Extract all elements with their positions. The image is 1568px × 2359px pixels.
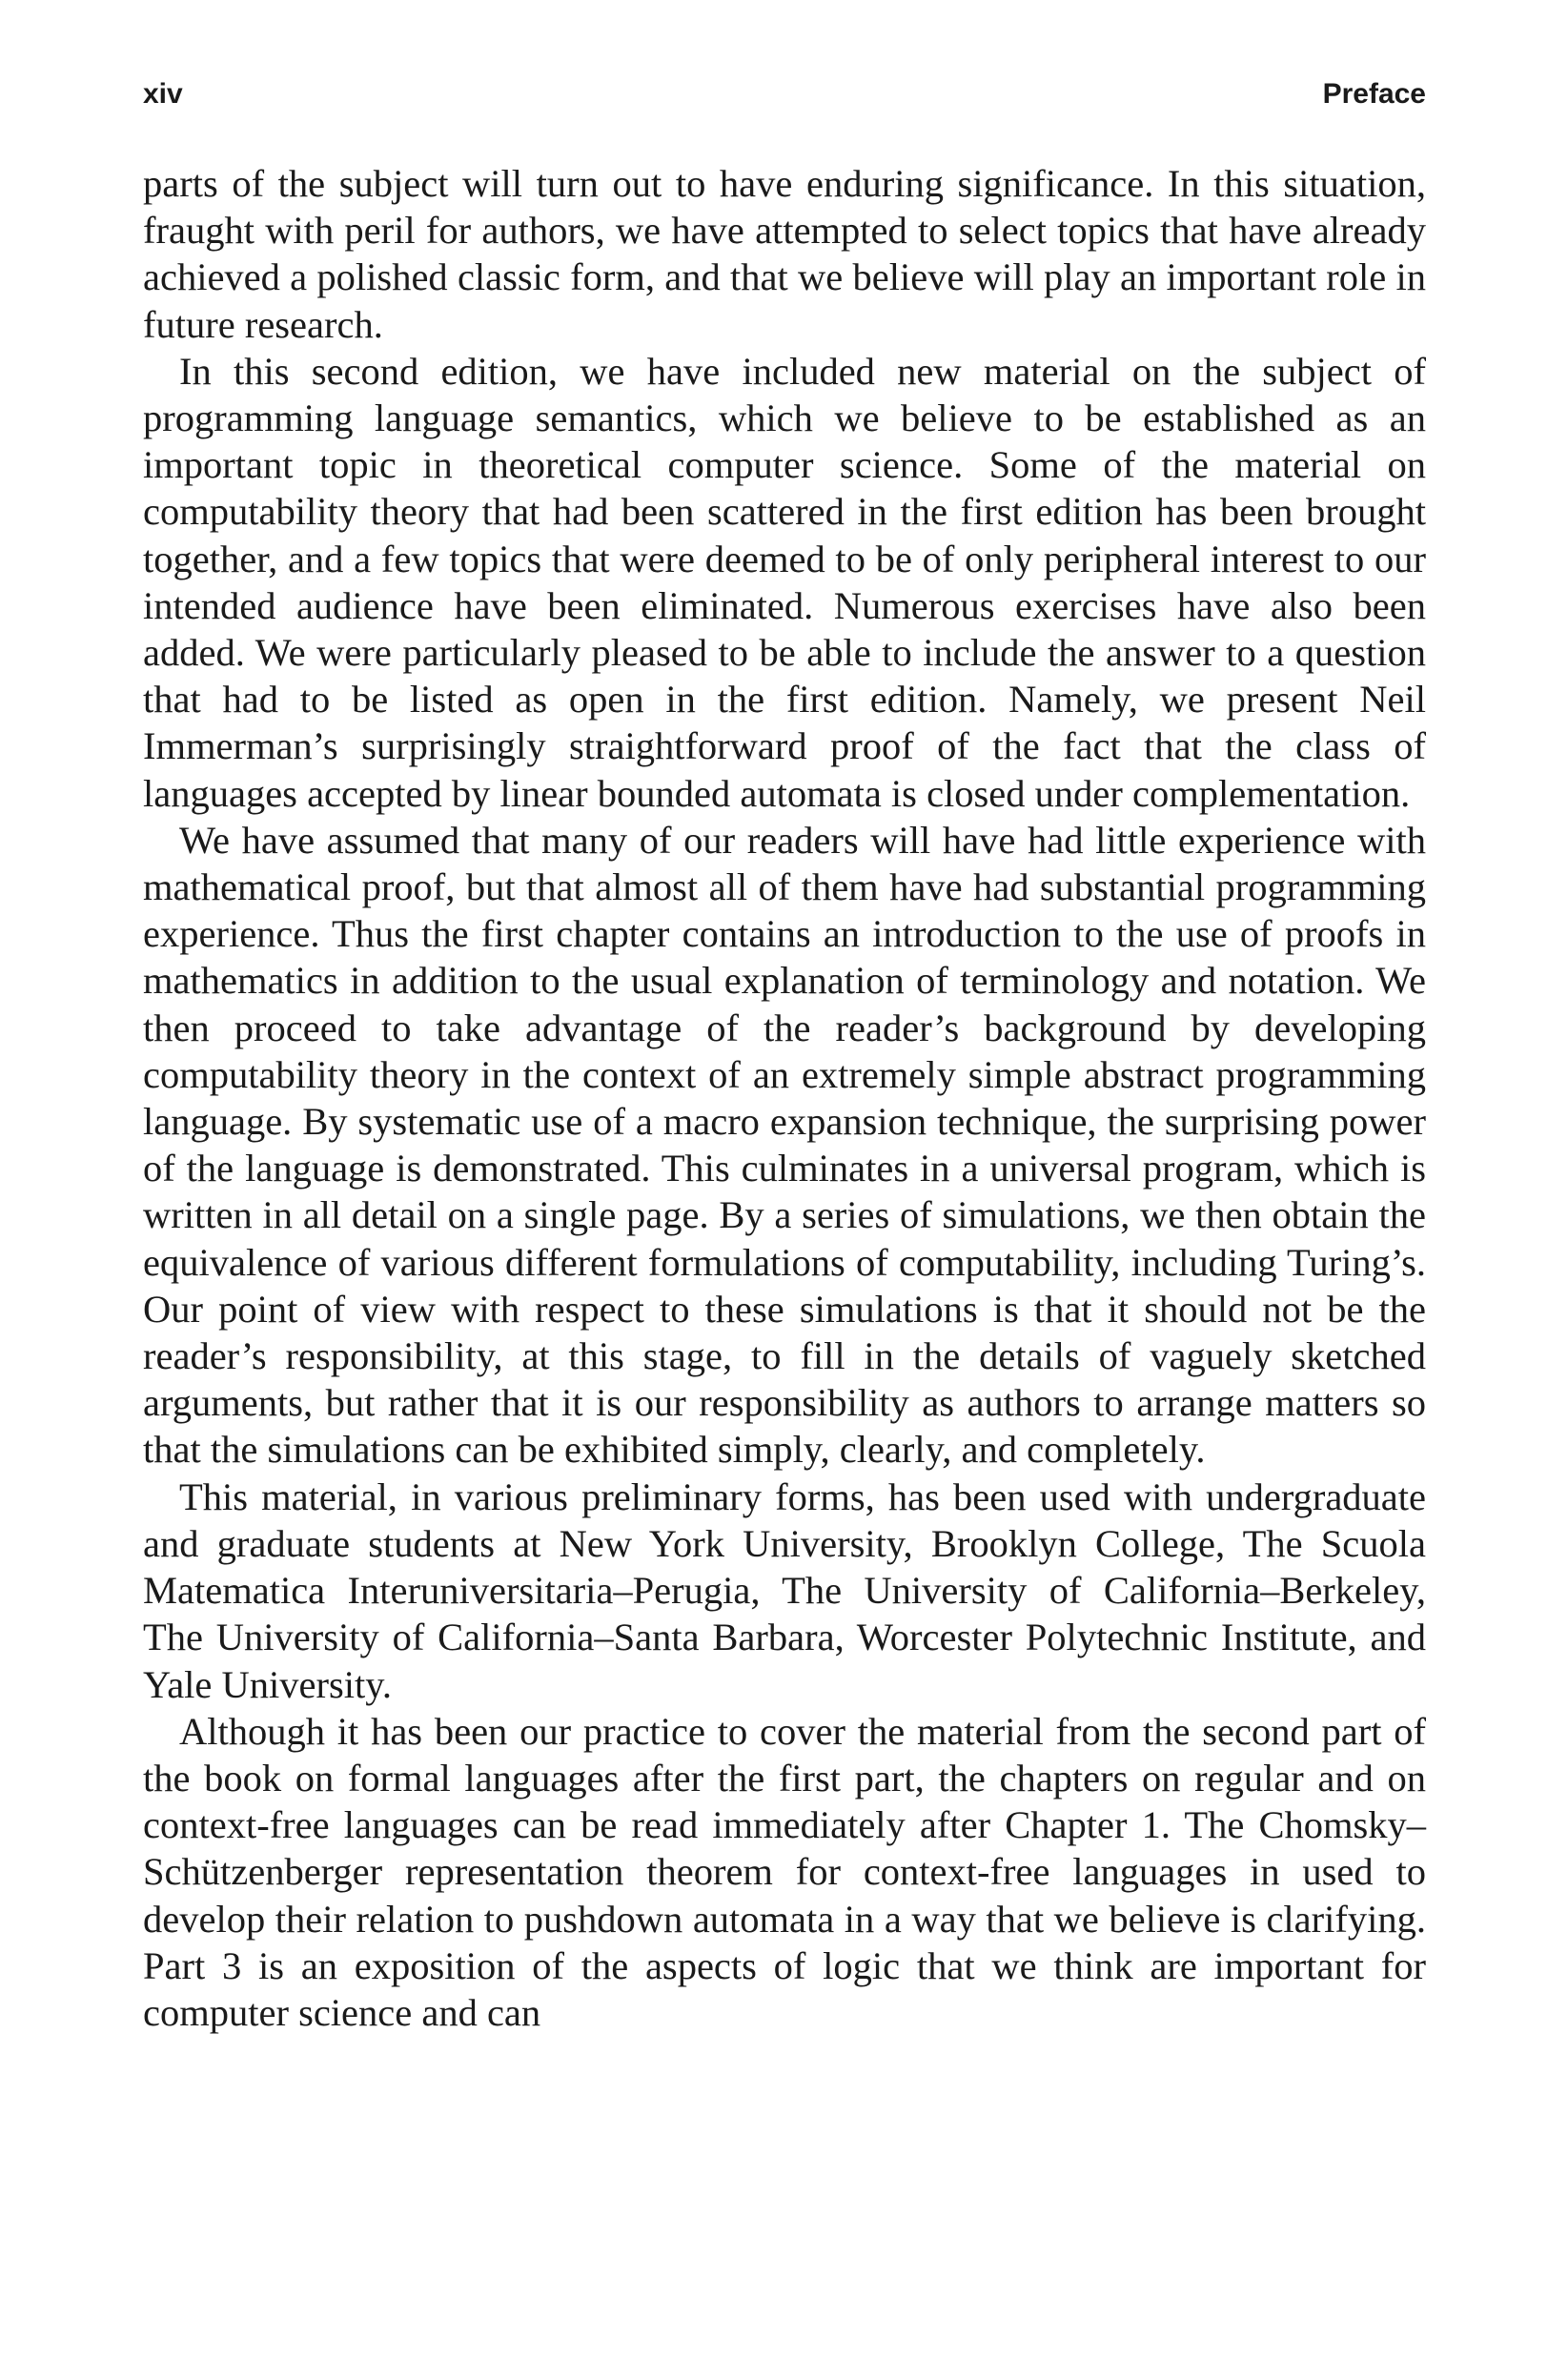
section-title: Preface [1322,78,1426,110]
body-text [143,160,1426,2036]
paragraph-continued: parts of the subject will turn out to have enduring significance. In this situation, fraught with peril for authors, we have attempted to select topics that have already achieved a polished classic form, and that we believe will play an important role in future research. [143,162,1426,346]
running-head [143,78,1426,116]
paragraph-second-edition: In this second edition, we have included new material on the subject of programming language semantics, which we believe to be established as an important topic in theoretical computer science. Some of the material on computability theory that had been scattered in the first edition has been brought together, and a few topics that were deemed to be of only peripheral interest to our intended audience have been eliminated. Numerous exercises have also been added. We were particularly pleased to be able to include the answer to a question that had to be listed as open in the first edition. Namely, we present Neil Immerman’s surprisingly straightforward proof of the fact that the class of languages accepted by linear bounded automata is closed under complementation. [143,349,1426,815]
paragraph-assumptions: We have assumed that many of our readers will have had little experience with mathematical proof, but that almost all of them have had substantial programming experience. Thus the first chapter contains an introduction to the use of proofs in mathematics in addition to the usual explanation of terminology and notation. We then proceed to take advantage of the reader’s background by developing computability theory in the context of an extremely simple abstract programming language. By systematic use of a macro expansion technique, the surprising power of the language is demonstrated. This culminates in a universal program, which is written in all detail on a single page. By a series of simulations, we then obtain the equivalence of various different formulations of computability, including Turing’s. Our point of view with respect to these simulations is that it should not be the reader’s responsibility, at this stage, to fill in the details of vaguely sketched arguments, but rather that it is our responsibility as authors to arrange matters so that the simulations can be exhibited simply, clearly, and completely. [143,818,1426,1472]
paragraph-structure: Although it has been our practice to cover the material from the second part of the book on formal languages after the first part, the chapters on regular and on context-free languages can be read immediately after Chapter 1. The Chomsky–Schützenberger representation theorem for context-free languages in used to develop their relation to pushdown automata in a way that we believe is clarifying. Part 3 is an exposition of the aspects of logic that we think are important for computer science and can [143,1709,1426,2034]
page-number: xiv [143,78,183,110]
paragraph-usage: This material, in various preliminary forms, has been used with undergraduate and graduate students at New York University, Brooklyn College, The Scuola Matematica Interuniversitaria–Perugia, The University of California–Berkeley, The University of California–Santa Barbara, Worcester Polytechnic Institute, and Yale University. [143,1474,1426,1706]
